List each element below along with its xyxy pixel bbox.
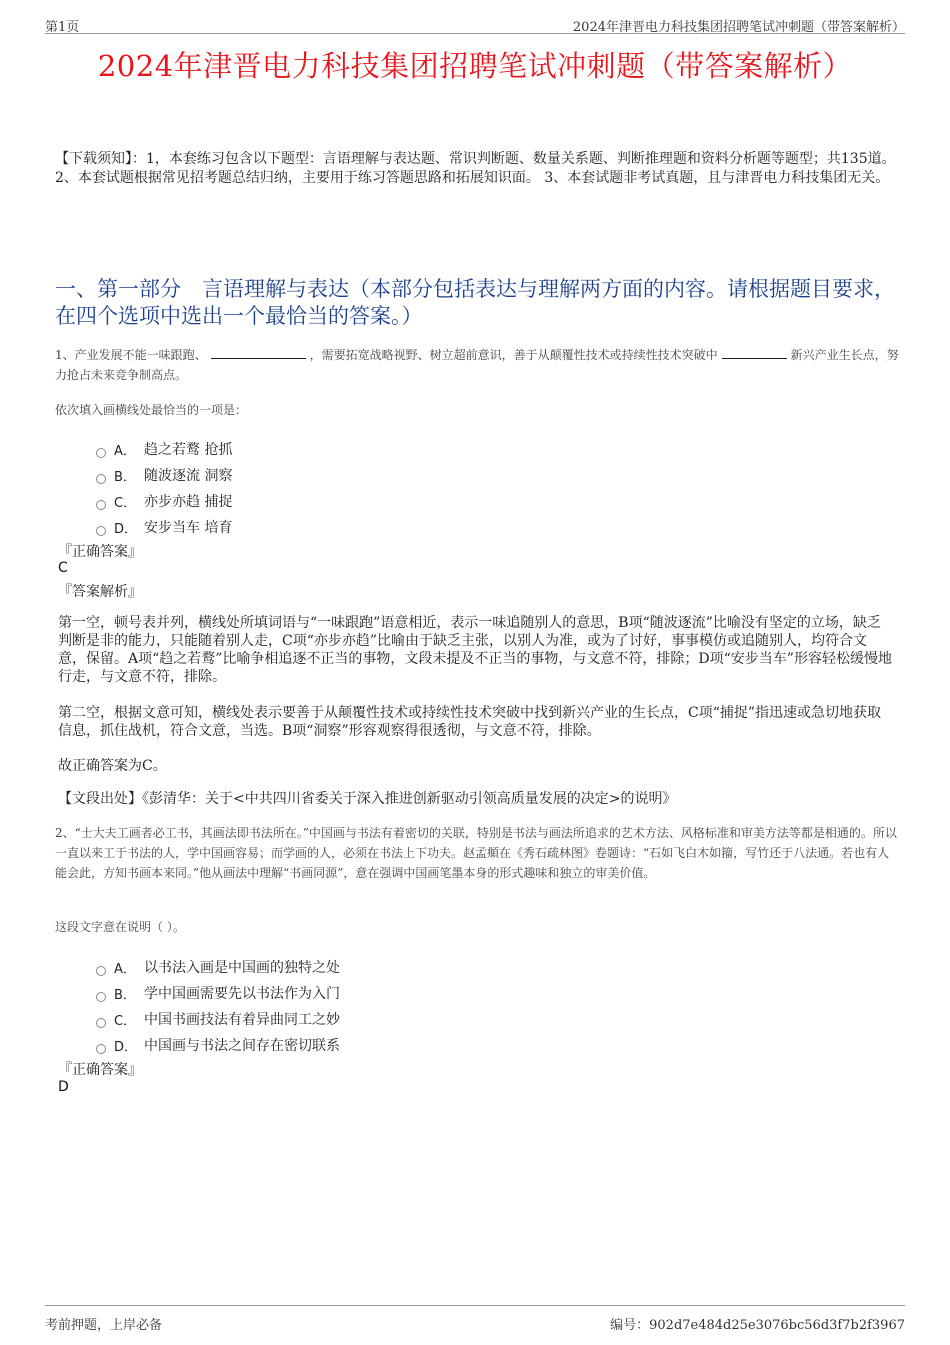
option-text: 中国书画技法有着异曲同工之妙 xyxy=(144,1012,340,1028)
q1-stem-part-b: ，需要拓宽战略视野、树立超前意识，善于从颠覆性技术或持续性技术突破中 xyxy=(309,348,718,362)
question-1-options xyxy=(96,436,232,540)
document-title: 2024年津晋电力科技集团招聘笔试冲刺题（带答案解析） xyxy=(97,49,853,83)
option-letter: D． xyxy=(114,1039,138,1055)
q1-analysis-para-2: 第二空，根据文意可知，横线处表示要善于从颠覆性技术或持续性技术突破中找到新兴产业的生长点，C项“捕捉”指迅速或急切地获取信息，抓住战机，符合文意，当选。B项“洞察”形容观察得很透彻，与文意不符，排除。 xyxy=(58,705,882,739)
q1-option-a[interactable] xyxy=(96,436,232,462)
question-2-stem: 2、“士大夫工画者必工书，其画法即书法所在。”中国画与书法有着密切的关联，特别是书法与画法所追求的艺术方法、风格标准和审美方法等都是相通的。所以一直以来工于书法的人，学中国画容易；而学画的人，必须在书法上下功夫。赵孟頫在《秀石疏林图》卷题诗：“石如飞白木如籀，写竹还于八法通。若也有人能会此，方知书画本来同。”他从画法中理解“书画同源”，意在强调中国画笔墨本身的形式趣味和独立的审美价值。 xyxy=(55,826,897,880)
option-letter: D． xyxy=(114,521,138,537)
q1-analysis-conclusion: 故正确答案为C。 xyxy=(58,758,167,774)
page-footer xyxy=(45,1305,905,1333)
header-title: 2024年津晋电力科技集团招聘笔试冲刺题（带答案解析） xyxy=(572,20,905,35)
section-heading: 一、第一部分 言语理解与表达（本部分包括表达与理解两方面的内容。请根据题目要求，在四个选项中选出一个最恰当的答案。） xyxy=(55,277,895,328)
q1-option-c[interactable] xyxy=(96,488,232,514)
question-1-prompt: 依次填入画横线处最恰当的一项是： xyxy=(55,403,248,417)
q1-source: 【文段出处】《彭清华：关于<中共四川省委关于深入推进创新驱动引领高质量发展的决定>的说明》 xyxy=(58,791,677,807)
q2-option-a[interactable] xyxy=(96,954,340,980)
question-1-stem xyxy=(55,345,900,385)
q1-analysis-para-1: 第一空，顿号表并列，横线处所填词语与“一味跟跑”语意相近，表示一味追随别人的意思，B项“随波逐流”比喻没有坚定的立场，缺乏判断是非的能力，只能随着别人走，C项“亦步亦趋”比喻由于缺乏主张，以别人为准，或为了讨好，事事模仿或追随别人，均符合文意，保留。A项“趋之若鹜”比喻争相追逐不正当的事物，文段未提及不正当的事物，与文意不符，排除；D项“安步当车”形容轻松缓慢地行走，与文意不符，排除。 xyxy=(58,615,892,685)
fill-blank-2 xyxy=(722,346,787,359)
radio-icon[interactable] xyxy=(96,1044,106,1054)
q1-option-b[interactable] xyxy=(96,462,232,488)
option-letter: B． xyxy=(114,469,136,485)
q2-option-b[interactable] xyxy=(96,980,340,1006)
q2-option-d[interactable] xyxy=(96,1032,340,1058)
option-letter: A． xyxy=(114,443,136,459)
q1-answer-label: 『正确答案』 xyxy=(58,544,142,560)
footer-slogan: 考前押题，上岸必备 xyxy=(45,1318,163,1333)
page-header xyxy=(45,14,905,34)
option-text: 安步当车 培育 xyxy=(144,520,233,536)
question-2-prompt: 这段文字意在说明（ ）。 xyxy=(55,920,185,934)
q1-stem-part-c: 新兴产业生长点，努力抢占未来竞争制高点。 xyxy=(55,348,899,382)
radio-icon[interactable] xyxy=(96,474,106,484)
q1-stem-part-a: 1、产业发展不能一味跟跑、 xyxy=(55,348,207,362)
q2-option-c[interactable] xyxy=(96,1006,340,1032)
radio-icon[interactable] xyxy=(96,1018,106,1028)
q1-analysis-label: 『答案解析』 xyxy=(58,584,142,600)
option-letter: A． xyxy=(114,961,136,977)
radio-icon[interactable] xyxy=(96,992,106,1002)
option-letter: C． xyxy=(114,495,137,511)
fill-blank-1 xyxy=(211,346,306,359)
footer-doc-id: 编号：902d7e484d25e3076bc56d3f7b2f3967 xyxy=(610,1318,905,1333)
option-text: 中国画与书法之间存在密切联系 xyxy=(144,1038,340,1054)
option-text: 亦步亦趋 捕捉 xyxy=(144,494,233,510)
option-text: 趋之若鹜 抢抓 xyxy=(144,442,233,458)
option-letter: C． xyxy=(114,1013,137,1029)
option-text: 以书法入画是中国画的独特之处 xyxy=(144,960,340,976)
option-letter: B． xyxy=(114,987,136,1003)
radio-icon[interactable] xyxy=(96,526,106,536)
radio-icon[interactable] xyxy=(96,448,106,458)
q1-answer: C xyxy=(58,560,68,576)
download-notice: 【下载须知】：1，本套练习包含以下题型：言语理解与表达题、常识判断题、数量关系题、判断推理题和资料分析题等题型；共135道。 2、本套试题根据常见招考题总结归纳，主要用于练习答题思路和拓展知识面。 3、本套试题非考试真题，且与津晋电力科技集团无关。 xyxy=(55,151,896,186)
q2-answer-label: 『正确答案』 xyxy=(58,1062,142,1078)
q2-answer: D xyxy=(58,1079,69,1095)
question-2-options xyxy=(96,954,340,1058)
q1-option-d[interactable] xyxy=(96,514,232,540)
radio-icon[interactable] xyxy=(96,966,106,976)
radio-icon[interactable] xyxy=(96,500,106,510)
option-text: 学中国画需要先以书法作为入门 xyxy=(144,986,340,1002)
option-text: 随波逐流 洞察 xyxy=(144,468,233,484)
page-number: 第1页 xyxy=(45,20,80,35)
